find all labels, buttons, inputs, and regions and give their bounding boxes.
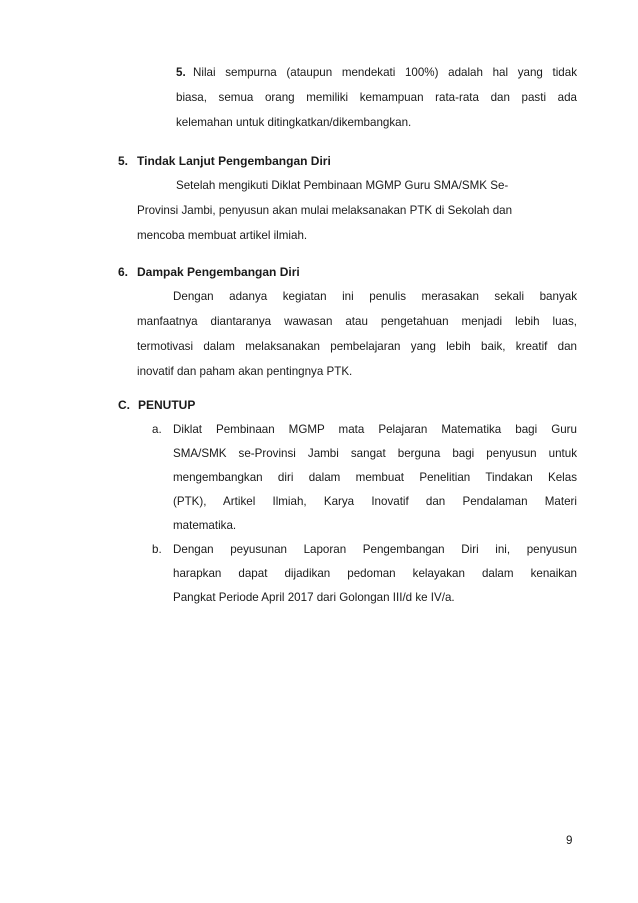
section6-line-4: inovatif dan paham akan pentingnya PTK. [137,365,353,378]
top-item-line-3: kelemahan untuk ditingkatkan/dikembangkan. [176,116,412,129]
item-a-line-1: Diklat Pembinaan MGMP mata Pelajaran Matematika bagi Guru [173,423,577,436]
section5-line-3: mencoba membuat artikel ilmiah. [137,229,308,242]
section6-line-1: Dengan adanya kegiatan ini penulis merasakan sekali banyak [173,290,577,303]
section6-line-3: termotivasi dalam melaksanakan pembelajaran yang lebih baik, kreatif dan [137,340,577,353]
top-item-line-1: Nilai sempurna (ataupun mendekati 100%) adalah hal yang tidak [193,66,577,79]
section5-title: Tindak Lanjut Pengembangan Diri [137,154,331,168]
section6-line-2: manfaatnya diantaranya wawasan atau pengetahuan menjadi lebih luas, [137,315,577,328]
item-a-line-5: matematika. [173,519,237,532]
section5-number: 5. [118,154,129,168]
section6-title: Dampak Pengembangan Diri [137,265,300,279]
item-a-line-3: mengembangkan diri dalam membuat Penelitian Tindakan Kelas [173,471,577,484]
item-a-line-4: (PTK), Artikel Ilmiah, Karya Inovatif dan Pendalaman Materi [173,495,577,508]
item-b-marker: b. [152,543,162,556]
item-b-line-3: Pangkat Periode April 2017 dari Golongan III/d ke IV/a. [173,591,455,604]
page-number: 9 [566,834,573,847]
section5-line-2: Provinsi Jambi, penyusun akan mulai melaksanakan PTK di Sekolah dan [137,204,513,217]
top-item-number: 5. [176,66,186,79]
item-b-line-1: Dengan peyusunan Laporan Pengembangan Diri ini, penyusun [173,543,577,556]
sectionC-letter: C. [118,398,130,412]
item-a-marker: a. [152,423,162,436]
top-item-line-2: biasa, semua orang memiliki kemampuan rata-rata dan pasti ada [176,91,577,104]
sectionC-title: PENUTUP [138,398,196,412]
section5-line-1: Setelah mengikuti Diklat Pembinaan MGMP Guru SMA/SMK Se- [176,179,509,192]
section6-number: 6. [118,265,129,279]
item-a-line-2: SMA/SMK se-Provinsi Jambi sangat berguna bagi penyusun untuk [173,447,577,460]
item-b-line-2: harapkan dapat dijadikan pedoman kelayakan dalam kenaikan [173,567,577,580]
